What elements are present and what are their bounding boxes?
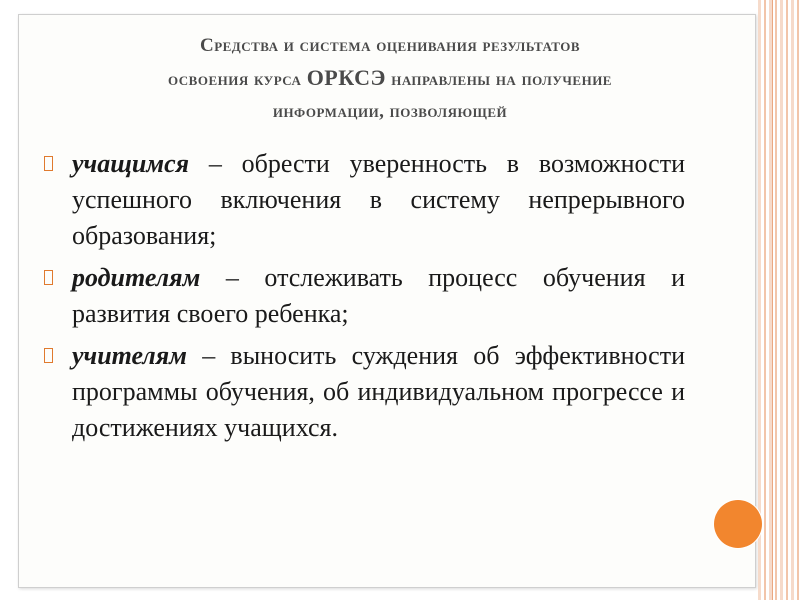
- title-line-1: Средства и система оценивания результатов: [199, 35, 581, 56]
- item-term: учащимся: [72, 149, 190, 178]
- list-item: [40, 146, 685, 254]
- title-line-2-caps: ОРКСЭ: [306, 65, 386, 90]
- item-text: – обрести уверенность в возможности успешного включения в систему непрерывного образования;: [72, 149, 685, 250]
- item-text: – выносить суждения об эффективности программы обучения, об индивидуальном прогрессе и достижениях учащихся.: [72, 341, 685, 442]
- bullet-list: [40, 146, 685, 452]
- list-item: [40, 260, 685, 332]
- item-term: родителям: [72, 263, 201, 292]
- bullet-icon: [44, 270, 53, 285]
- slide-title: [60, 30, 720, 128]
- bullet-icon: [44, 156, 53, 171]
- item-text: – отслеживать процесс обучения и развития своего ребенка;: [72, 263, 685, 328]
- decorative-stripes: [758, 0, 800, 600]
- item-term: учителям: [72, 341, 187, 370]
- bullet-icon: [44, 348, 53, 363]
- title-line-2-post: направлены на получение: [385, 69, 612, 90]
- orange-circle-decoration: [714, 500, 762, 548]
- title-line-2: [60, 62, 720, 96]
- list-item: [40, 338, 685, 446]
- title-line-2-pre: освоения курса: [168, 69, 307, 90]
- title-line-3: информации, позволяющей: [272, 101, 508, 122]
